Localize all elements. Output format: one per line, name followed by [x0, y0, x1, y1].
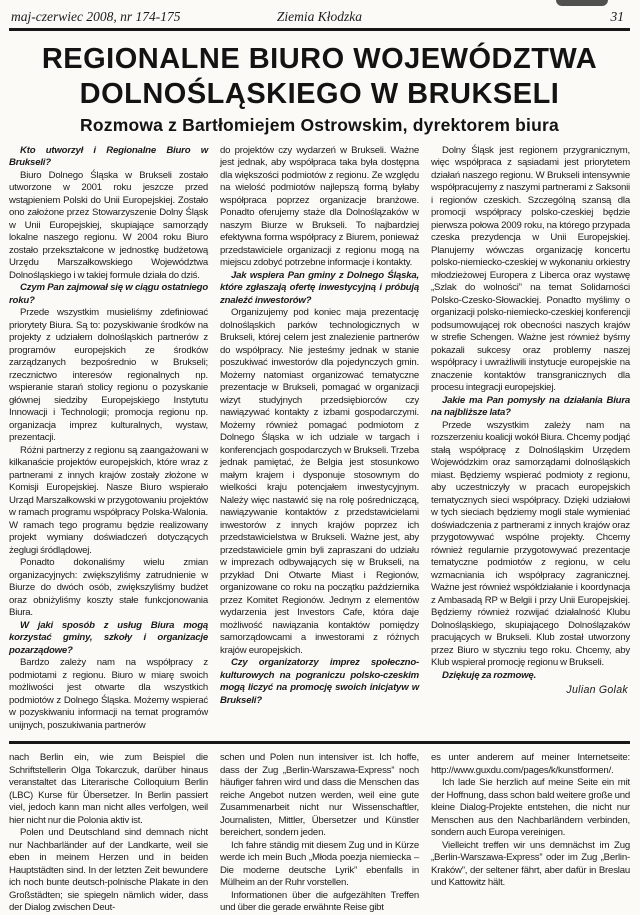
- journal-title: Ziemia Kłodzka: [276, 9, 363, 24]
- paragraph: Vielleicht treffen wir uns demnächst im Zug „Berlin-Warszawa-Express” oder im Zug „Berlin-Kraków”, der seltener fährt, aber dafür in Breslau und Kattowitz hält.: [431, 839, 630, 889]
- article-title: [9, 42, 630, 112]
- paragraph: Różni partnerzy z regionu są zaangażowani w kilkanaście projektów europejskich, które wraz z partnerami z innych krajów zostały złożone w Komisji Europejskiej. Nasze Biuro wspierało Urząd Marszałkowski w przygotowaniu projektów w ramach programu współpracy Polska-Walonia. W ramach tego programu będzie realizowany projekt wymiany doświadczeń dotyczących żeglugi śródlądowej.: [9, 444, 208, 556]
- interview-question: Jak wspiera Pan gminy z Dolnego Śląska, które zgłaszają ofertę inwestycyjną i próbują znaleźć inwestorów?: [220, 269, 419, 306]
- paragraph: Ich fahre ständig mit diesem Zug und in Kürze werde ich mein Buch „Młoda poezja niemiecka – Die moderne deutsche Lyrik” ebenfalls in Mülheim an der Ruhr vorstellen.: [220, 839, 419, 889]
- header-rule: [9, 28, 630, 31]
- article-column-1: [9, 145, 208, 733]
- paragraph: Dolny Śląsk jest regionem przygranicznym, więc współpraca z sąsiadami jest priorytetem działań naszego regionu. W Brukseli intensywnie współpracujemy z naszymi partnerami z Saksonii i regionów czeskich. Szczególną szansą dla promocji współpracy polsko-czeskiej będzie pierwsza połowa 2009 roku, na którego przypada czeska prezydencja w Unii Europejskiej. Planujemy wówczas organizację koncertu polsko-niemiecko-czeskiej w wykonaniu orkiestry młodzieżowej Europera z Liberca oraz wystawę „Szlak do wolności” na temat Solidarności Polsko-Czesko-Słowackiej. Ponadto myślimy o organizacji polsko-niemiecko-czeskiej konferencji podsumowującej rok obecności naszych krajów w strefie Schengen. Ważne jest również byśmy pokazali sukcesy oraz problemy naszej współpracy i uwrażliwili instytucje europejskie na znaczenie kontaktów transgranicznych dla procesu integracji europejskiej.: [431, 144, 630, 394]
- paragraph: Bardzo zależy nam na współpracy z podmiotami z regionu. Biuro w miarę swoich możliwości jest otwarte dla wszystkich podmiotów z Dolnego Śląska. Możemy wspierać w pozyskiwaniu informacji na temat programów unijnych, poszukiwania partnerów: [9, 657, 208, 731]
- article-body: [9, 145, 630, 733]
- paragraph: Przede wszystkim musieliśmy zdefiniować priorytety Biura. Są to: pozyskiwanie środków na projekty z udziałem dolnośląskich partnerów z programów europejskich ze środków zarządzanych bezpośrednio w Brukseli; rzecznictwo interesów regionalnych np. wspieranie starań stolicy regionu o pozyskanie głównej siedziby Europejskiego Instytutu Innowacji i Technologii; promocja regionu np. organizacja imprez kulturalnych, wystaw, prezentacji.: [9, 307, 208, 444]
- german-continuation: [9, 752, 630, 915]
- interview-question: Jakie ma Pan pomysły na działania Biura na najbliższe lata?: [431, 394, 630, 419]
- paragraph: do projektów czy wydarzeń w Brukseli. Ważne jest jednak, aby współpraca taka była dostępna dla większości podmiotów z regionu. Ze względu na wielość podmiotów najlepszą formą byłaby współpraca poprzez organizacje branżowe. Ponadto oferujemy staże dla Dolnoślązaków w naszym Biurze w Brukseli. To najbardziej efektywna forma współpracy z Biurem, ponieważ przedstawiciele organizacji z regionu mogą na miejscu zdobyć potrzebne informacje i kontakty.: [220, 144, 419, 269]
- paragraph: schen und Polen nun intensiver ist. Ich hoffe, dass der Zug „Berlin-Warszawa-Express” noch häufiger fahren wird und dass die Menschen das reiche Angebot nutzen werden, weil eine gute Zusammenarbeit nicht nur Wissenschaftler, Journalisten, Mittler, Übersetzer und Künstler bereichert, sondern jeden.: [220, 752, 419, 839]
- paragraph: nach Berlin ein, wie zum Beispiel die Schriftstellerin Olga Tokarczuk, darüber hinaus veranstaltet das Literarische Colloquium Berlin (LBC) Kurse für Übersetzer. In Berlin passiert viel, jedoch kann man nicht alles verfolgen, weil hier nicht nur die Polonia aktiv ist.: [9, 752, 208, 826]
- interview-question: Czym Pan zajmował się w ciągu ostatniego roku?: [9, 282, 208, 306]
- scan-artifact: [556, 0, 608, 6]
- author-signature: Julian Golak: [566, 684, 628, 697]
- paragraph: es unter anderem auf meiner Internetseite: http://www.guxdu.com/pages/k/kunstformen/.: [431, 752, 630, 776]
- article-column-2: [220, 145, 419, 733]
- paragraph: Ich lade Sie herzlich auf meine Seite ein mit der Hoffnung, dass schon bald weitere große und kleine Dialog-Projekte entstehen, die nicht nur Menschen aus den Nachbarländern verbinden, sondern auch Europa vereinigen.: [431, 777, 630, 839]
- article-subtitle: Rozmowa z Bartłomiejem Ostrowskim, dyrektorem biura: [80, 114, 559, 135]
- paragraph: Polen und Deutschland sind demnach nicht nur Nachbarländer auf der Landkarte, weil sie eben in meinem Herzen und in beiden Hauptstädten sind. In der letzten Zeit bewundere ich noch bunte deutsch-polnische Plakate in den Großstädten; sie spiegeln nämlich wider, dass der Dialog zwischen Deut-: [9, 827, 208, 914]
- interview-question: Czy organizatorzy imprez społeczno-kulturowych na pograniczu polsko-czeskim mogą liczyć na promocję swoich inicjatyw w Brukseli?: [220, 657, 419, 706]
- running-head: [9, 5, 630, 28]
- paragraph: Ponadto dokonaliśmy wielu zmian organizacyjnych: zwiększyliśmy zatrudnienie w Biurze do dwóch osób, zwiększyliśmy budżet oraz obniżyliśmy koszty stałe funkcjonowania Biura.: [9, 557, 208, 619]
- german-column-2: [220, 752, 419, 915]
- paragraph: Informationen über die aufgezählten Treffen und über die gerade erwähnte Reise gibt: [220, 889, 419, 914]
- issue-info: maj-czerwiec 2008, nr 174-175: [11, 9, 181, 24]
- article-title-line-2: DOLNOŚLĄSKIEGO W BRUKSELI: [79, 77, 560, 110]
- section-divider-rule: [9, 741, 630, 744]
- interview-question: W jaki sposób z usług Biura mogą korzystać gminy, szkoły i organizacje pozarządowe?: [9, 619, 208, 656]
- german-column-3: [431, 752, 630, 915]
- closing-line: Dziękuję za rozmowę.: [442, 669, 537, 681]
- german-column-1: [9, 752, 208, 915]
- paragraph: Przede wszystkim zależy nam na rozszerzeniu koalicji wokół Biura. Chcemy podjąć stałą współpracę z Dolnośląskim Urzędem Wojewódzkim oraz samorządami dolnośląskich miast. Będziemy wspierać podmioty z regionu, aby uczestniczyły w pracach europejskich tematycznych sieci współpracy. Dzięki udziałowi w tych sieciach będziemy mogli stale wymieniać doświadczenia z partnerami z innych krajów oraz przygotowywać wspólne projekty. Chcemy również regularnie przygotowywać prezentacje tematyczne podmiotów z regionu, w celu wzmacniania ich współpracy zagranicznej. Ważne jest również współdziałanie i koordynacja z Ambasadą RP w Belgii i przy Unii Europejskiej. Będziemy również rozwijać działalność Klubu Dolnośląskiego, skupiającego Dolnoślązaków pracujących w Brukseli. Klub został utworzony przez Biuro w styczniu tego roku. Chcemy, aby Klub wspierał promocję regionu w Brukseli.: [431, 419, 630, 669]
- paragraph: Organizujemy pod koniec maja prezentację dolnośląskich parków technologicznych w Brukseli, której celem jest znalezienie partnerów do współpracy. Nie jesteśmy jednak w stanie poszukiwać inwestorów dla pojedynczych gmin. Możemy natomiast organizować tematyczne prezentacje w Brukseli, pomagać w organizacji wizyt studyjnych przedsiębiorców czy nawiązywać kontakty z izbami gospodarczymi. Możemy również pomagać podmiotom z Dolnego Śląska w ich udziale w targach i konferencjach gospodarczych w Brukseli. Trzeba jednak pamiętać, że Belgia jest stosunkowo małym krajem i dysponuje stosownym do wielkości kraju potencjałem inwestycyjnym. Należy więc nastawić się na rolę pośredniczącą, nawiązywanie kontaktów z przedstawicielami inwestorów z innych krajów poprzez ich przedstawicielstwa w Brukseli. Ważne jest, aby przedstawiciele gmin byli zapraszani do udziału w imprezach odbywających się w Brukseli, na przykład Dni Otwarte Miast i Regionów, organizowane co roku na początku października przez Komitet Regionów. Jednym z elementów wydarzenia jest Investors Cafe, która daje możliwość nawiązania kontaktów pomiędzy samorządowcami a inwestorami z różnych krajów europejskich.: [220, 307, 419, 656]
- paragraph: Biuro Dolnego Śląska w Brukseli zostało utworzone w 2001 roku jeszcze przed wstąpieniem Polski do Unii Europejskiej. Zostało ono założone przez Stowarzyszenie Dolny Śląsk w Unii Europejskiej, skupiające samorządy lokalne naszego regionu. W 2004 roku Biuro zostało przekształcone w jednostkę budżetową Urzędu Marszałkowskiego Województwa Dolnośląskiego i w takiej formule działa do dziś.: [9, 169, 208, 281]
- page-number: 31: [610, 9, 624, 24]
- interview-question: Kto utworzył i Regionalne Biuro w Brukseli?: [9, 144, 208, 169]
- article-column-3: [431, 145, 630, 733]
- article-title-line-1: REGIONALNE BIURO WOJEWÓDZTWA: [41, 43, 598, 75]
